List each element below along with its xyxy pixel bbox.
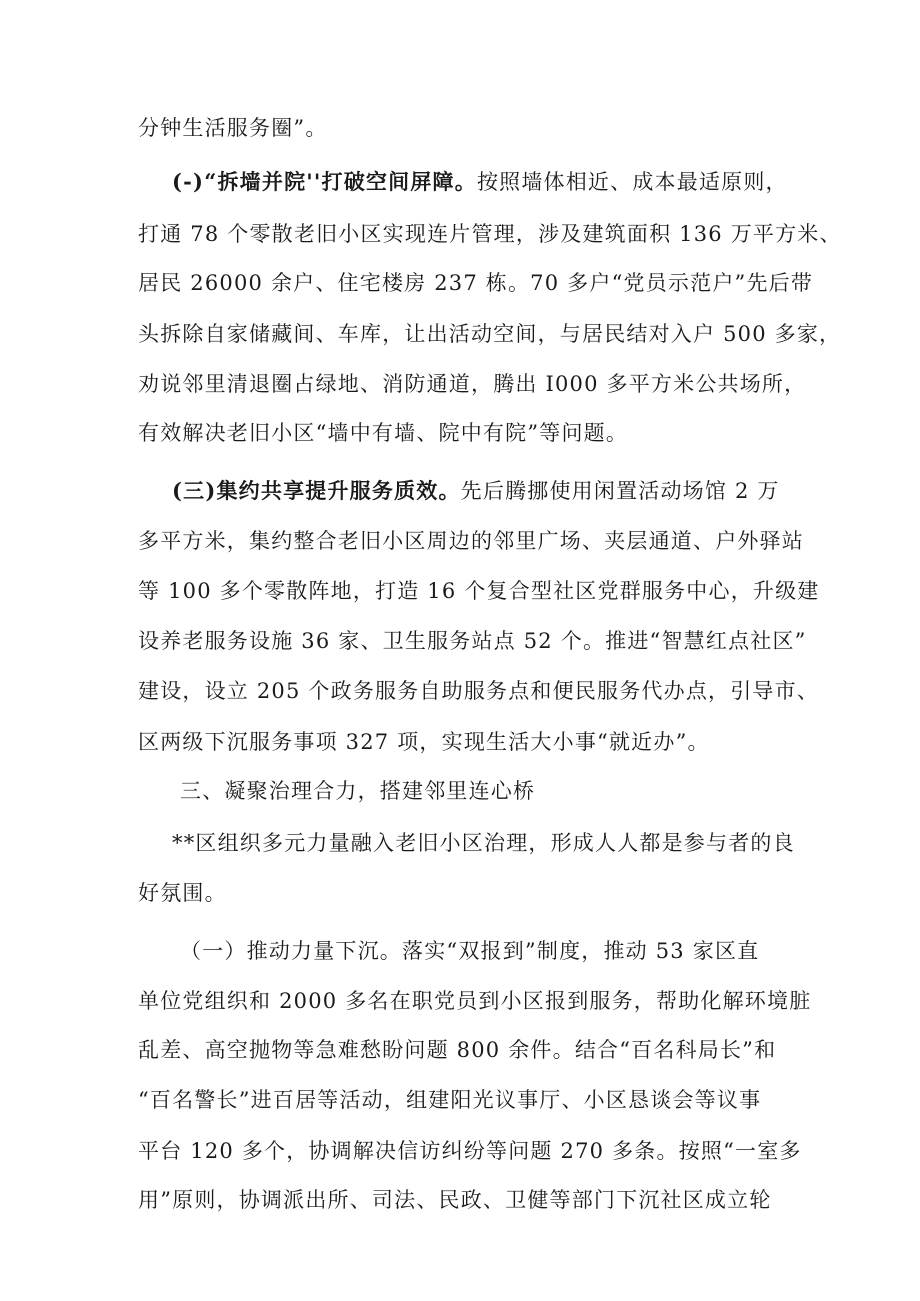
- text-line: 分钟生活服务圈”。: [138, 116, 328, 140]
- text-line: 有效解决老旧小区“墙中有墙、院中有院”等问题。: [138, 421, 629, 445]
- text-line: 头拆除自家储藏间、车库，让出活动空间，与居民结对入户 500 多家，: [138, 322, 842, 346]
- text-line: 打通 78 个零散老旧小区实现连片管理，涉及建筑面积 136 万平方米、: [138, 222, 842, 246]
- paragraph-2-first-line: [172, 477, 780, 505]
- text-line: “百名警长”进百居等活动，组建阳光议事厅、小区恳谈会等议事: [138, 1088, 762, 1112]
- text-line: 等 100 多个零散阵地，打造 16 个复合型社区党群服务中心，升级建: [138, 579, 820, 603]
- paragraph-2-heading: (三)集约共享提升服务质效。: [172, 478, 461, 503]
- text-line: 劝说邻里清退圈占绿地、消防通道，腾出 I000 多平方米公共场所，: [138, 372, 807, 396]
- text-line: 乱差、高空抛物等急难愁盼问题 800 余件。结合“百名科局长”和: [138, 1038, 777, 1062]
- text-line: 区两级下沉服务事项 327 项，实现生活大小事“就近办”。: [138, 730, 710, 754]
- section-heading: 三、凝聚治理合力，搭建邻里连心桥: [180, 779, 536, 803]
- text-line: 设养老服务设施 36 家、卫生服务站点 52 个。推进“智慧红点社区”: [138, 629, 807, 653]
- text-line: 好氛围。: [138, 881, 227, 905]
- paragraph-1-first-line: [172, 168, 788, 196]
- text-line: （一）推动力量下沉。落实“双报到”制度，推动 53 家区直: [180, 939, 760, 963]
- text-line: 建设，设立 205 个政务服务自助服务点和便民服务代办点，引导市、: [138, 679, 820, 703]
- paragraph-2-line1-text: 先后腾挪使用闲置活动场馆 2 万: [460, 479, 780, 503]
- text-line: 居民 26000 余户、住宅楼房 237 栋。70 多户“党员示范户”先后带: [138, 271, 814, 295]
- text-line: 平台 120 多个，协调解决信访纠纷等问题 270 多条。按照“一室多: [138, 1139, 802, 1163]
- text-line: 单位党组织和 2000 多名在职党员到小区报到服务，帮助化解环境脏: [138, 989, 812, 1013]
- paragraph-1-line1-text: 按照墙体相近、成本最适原则，: [476, 170, 788, 194]
- paragraph-1-heading: (-)“拆墙并院''打破空间屏障。: [172, 169, 477, 194]
- text-line: 多平方米，集约整合老旧小区周边的邻里广场、夹层通道、户外驿站: [138, 529, 804, 553]
- text-line: 用”原则，协调派出所、司法、民政、卫健等部门下沉社区成立轮: [138, 1188, 772, 1212]
- text-line: **区组织多元力量融入老旧小区治理，形成人人都是参与者的良: [172, 831, 795, 855]
